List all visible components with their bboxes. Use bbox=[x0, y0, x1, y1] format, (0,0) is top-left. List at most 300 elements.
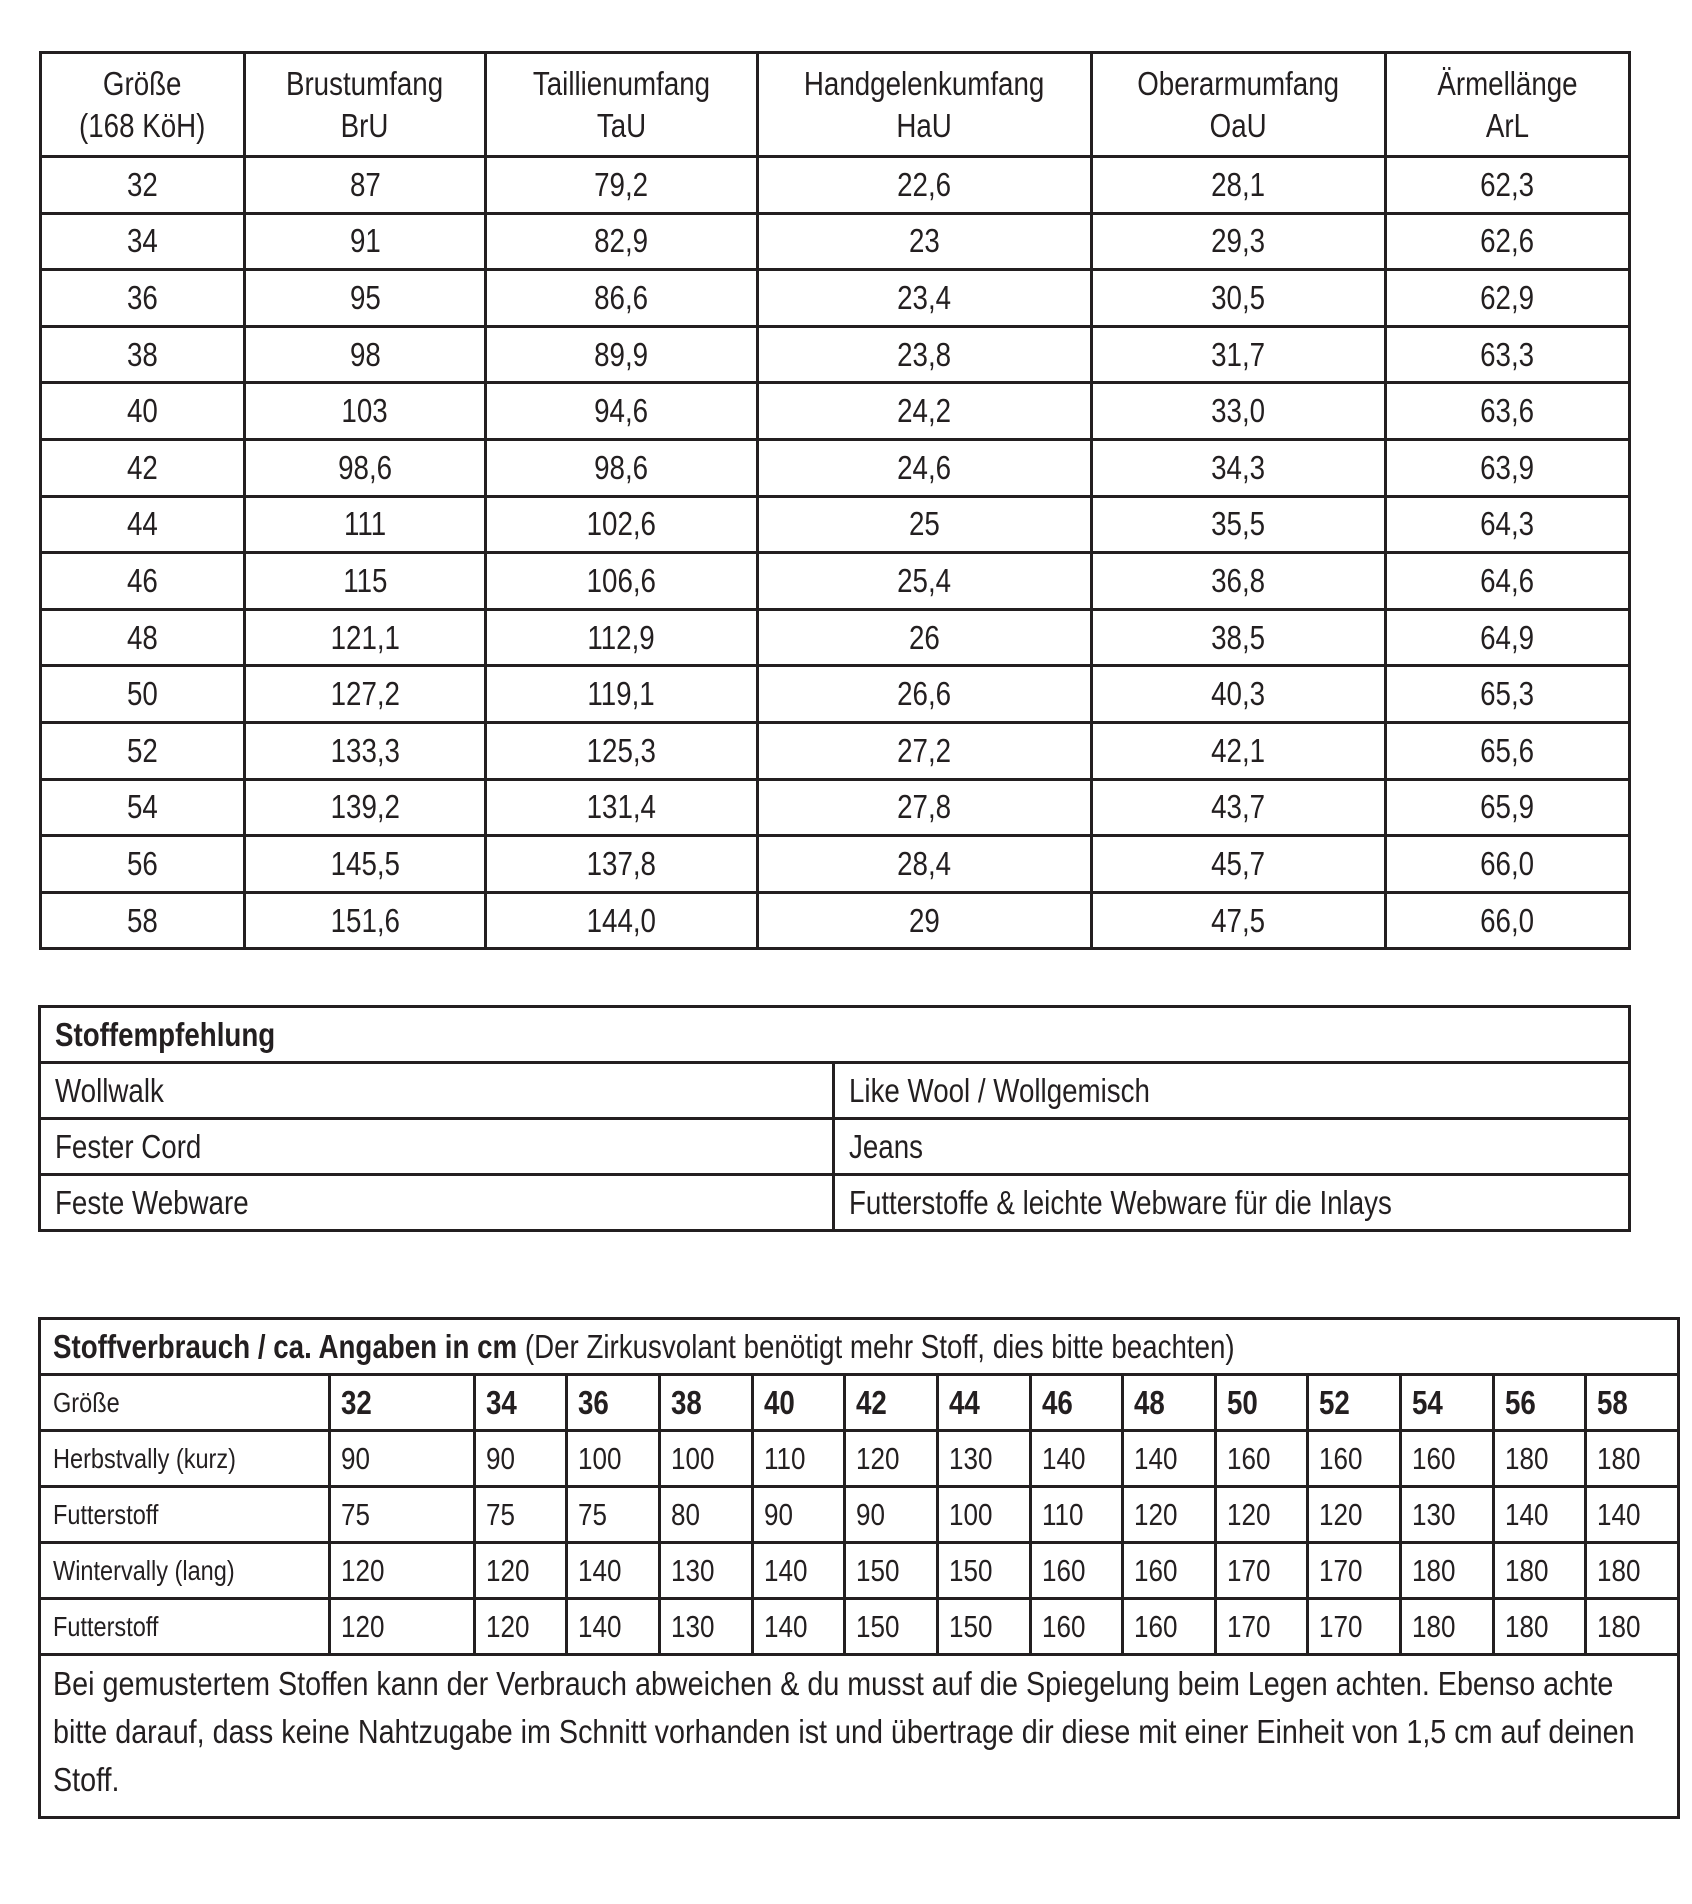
measurement-cell bbox=[245, 439, 486, 496]
size-header-cell bbox=[1494, 1375, 1586, 1431]
cell-text: 137,8 bbox=[586, 844, 657, 882]
fabric-usage-value-cell bbox=[1123, 1599, 1216, 1655]
cell-text: 160 bbox=[1042, 1552, 1086, 1588]
size-chart-header-cell bbox=[1386, 53, 1630, 157]
measurement-cell bbox=[245, 383, 486, 440]
cell-text: 140 bbox=[578, 1552, 622, 1588]
cell-text: 140 bbox=[1597, 1496, 1641, 1532]
cell-text: 63,9 bbox=[1480, 448, 1535, 486]
fabric-usage-value-cell bbox=[660, 1543, 753, 1599]
size-chart-header-row bbox=[41, 53, 1630, 157]
cell-text: 112,9 bbox=[587, 618, 656, 656]
measurement-cell bbox=[486, 779, 758, 836]
size-chart-row bbox=[41, 892, 1630, 949]
fabric-name-cell bbox=[834, 1063, 1630, 1119]
cell-text: 29,3 bbox=[1211, 222, 1266, 260]
cell-text: 100 bbox=[949, 1496, 993, 1532]
cell-text: Wollwalk bbox=[55, 1071, 164, 1109]
fabric-usage-value-cell bbox=[1401, 1487, 1494, 1543]
fabric-usage-value-cell bbox=[1216, 1599, 1308, 1655]
measurement-cell bbox=[245, 779, 486, 836]
cell-text: 100 bbox=[578, 1440, 622, 1476]
cell-text: 40 bbox=[764, 1383, 795, 1421]
cell-text: Futterstoffe & leichte Webware für die Inlays bbox=[849, 1183, 1392, 1221]
header-line1: Größe bbox=[103, 64, 182, 102]
cell-text: 180 bbox=[1505, 1608, 1549, 1644]
cell-text: 58 bbox=[127, 901, 158, 939]
cell-text bbox=[53, 1328, 1235, 1366]
cell-text: 140 bbox=[1042, 1440, 1086, 1476]
cell-text: 139,2 bbox=[330, 788, 400, 826]
cell-text: 40 bbox=[127, 392, 158, 430]
cell-text: 24,2 bbox=[897, 392, 952, 430]
measurement-cell bbox=[1092, 213, 1386, 270]
fabric-recommendation-title-row bbox=[40, 1007, 1630, 1063]
measurement-cell bbox=[1092, 157, 1386, 214]
fabric-usage-value-cell bbox=[660, 1487, 753, 1543]
fabric-name-cell bbox=[40, 1063, 834, 1119]
fabric-usage-value-cell bbox=[1123, 1431, 1216, 1487]
cell-text: 110 bbox=[1042, 1496, 1084, 1532]
size-chart-header-cell bbox=[1092, 53, 1386, 157]
cell-text: 180 bbox=[1505, 1552, 1549, 1588]
fabric-recommendation-row bbox=[40, 1175, 1630, 1231]
fabric-usage-value-cell bbox=[1031, 1431, 1123, 1487]
cell-text: 36,8 bbox=[1211, 561, 1266, 599]
measurement-cell bbox=[486, 326, 758, 383]
size-cell bbox=[41, 722, 245, 779]
cell-text: 140 bbox=[764, 1552, 808, 1588]
fabric-usage-row-label bbox=[40, 1543, 330, 1599]
fabric-recommendation-title-text: Stoffempfehlung bbox=[55, 1015, 276, 1053]
size-chart-row bbox=[41, 666, 1630, 723]
cell-text: 180 bbox=[1505, 1440, 1549, 1476]
measurement-cell bbox=[245, 836, 486, 893]
cell-text: 31,7 bbox=[1211, 335, 1266, 373]
cell-text: 106,6 bbox=[586, 561, 657, 599]
fabric-usage-value-cell bbox=[1401, 1599, 1494, 1655]
cell-text: Like Wool / Wollgemisch bbox=[849, 1071, 1150, 1109]
measurement-cell bbox=[486, 836, 758, 893]
measurement-cell bbox=[486, 439, 758, 496]
fabric-usage-value-cell bbox=[1494, 1431, 1586, 1487]
measurement-cell bbox=[486, 213, 758, 270]
size-cell bbox=[41, 157, 245, 214]
cell-text: 26,6 bbox=[897, 675, 952, 713]
cell-text: 48 bbox=[127, 618, 158, 656]
size-cell bbox=[41, 553, 245, 610]
cell-text: 40,3 bbox=[1211, 675, 1266, 713]
cell-text: 151,6 bbox=[330, 901, 400, 939]
cell-text: 150 bbox=[949, 1608, 993, 1644]
header-line1: Handgelenkumfang bbox=[804, 64, 1045, 102]
size-cell bbox=[41, 270, 245, 327]
size-chart-header-cell bbox=[758, 53, 1092, 157]
size-chart-row bbox=[41, 609, 1630, 666]
size-cell bbox=[41, 836, 245, 893]
cell-text: Wintervally (lang) bbox=[53, 1554, 235, 1586]
header-line2: OaU bbox=[1209, 106, 1267, 144]
fabric-usage-value-cell bbox=[1031, 1543, 1123, 1599]
cell-text: Jeans bbox=[849, 1127, 923, 1165]
cell-text: 140 bbox=[1505, 1496, 1549, 1532]
fabric-usage-value-cell bbox=[330, 1543, 475, 1599]
measurement-cell bbox=[1386, 270, 1630, 327]
cell-text: 66,0 bbox=[1480, 844, 1535, 882]
measurement-cell bbox=[245, 553, 486, 610]
fabric-usage-value-cell bbox=[938, 1431, 1031, 1487]
fabric-usage-note bbox=[40, 1655, 1679, 1818]
fabric-usage-value-cell bbox=[753, 1487, 845, 1543]
cell-text: 56 bbox=[1505, 1383, 1536, 1421]
cell-text: 28,4 bbox=[897, 844, 952, 882]
cell-text: 44 bbox=[127, 505, 158, 543]
cell-text: 27,8 bbox=[897, 788, 952, 826]
fabric-usage-value-cell bbox=[475, 1599, 567, 1655]
cell-text: 130 bbox=[949, 1440, 993, 1476]
size-chart-row bbox=[41, 270, 1630, 327]
fabric-usage-note-text: Bei gemustertem Stoffen kann der Verbrauch abweichen & du musst auf die Spiegelung beim Legen achten. Ebenso achte bitte darauf, dass keine Nahtzugabe im Schnitt vorhanden ist und übertrage dir diese mit einer Einheit von 1,5 cm auf deinen Stoff. bbox=[53, 1665, 1635, 1798]
measurement-cell bbox=[1092, 892, 1386, 949]
cell-text: 170 bbox=[1319, 1552, 1363, 1588]
measurement-cell bbox=[1386, 213, 1630, 270]
fabric-usage-value-cell bbox=[567, 1431, 660, 1487]
measurement-cell bbox=[758, 609, 1092, 666]
cell-text: 42 bbox=[127, 448, 158, 486]
fabric-usage-value-cell bbox=[1031, 1487, 1123, 1543]
fabric-usage-title bbox=[40, 1319, 1679, 1375]
fabric-usage-value-cell bbox=[475, 1543, 567, 1599]
measurement-cell bbox=[1092, 326, 1386, 383]
fabric-usage-title-row bbox=[40, 1319, 1679, 1375]
cell-text: 121,1 bbox=[330, 618, 400, 656]
cell-text: 25,4 bbox=[897, 561, 952, 599]
measurement-cell bbox=[758, 779, 1092, 836]
size-chart-row bbox=[41, 779, 1630, 836]
measurement-cell bbox=[758, 270, 1092, 327]
size-cell bbox=[41, 326, 245, 383]
cell-text: 33,0 bbox=[1211, 392, 1266, 430]
fabric-usage-value-cell bbox=[660, 1431, 753, 1487]
size-header-cell bbox=[1216, 1375, 1308, 1431]
measurement-cell bbox=[486, 383, 758, 440]
cell-text: 120 bbox=[1319, 1496, 1363, 1532]
cell-text: 170 bbox=[1319, 1608, 1363, 1644]
cell-text: 86,6 bbox=[594, 278, 649, 316]
measurement-cell bbox=[486, 157, 758, 214]
header-line1: Brustumfang bbox=[286, 64, 444, 102]
fabric-usage-value-cell bbox=[938, 1599, 1031, 1655]
cell-text bbox=[79, 63, 205, 147]
cell-text: 130 bbox=[1412, 1496, 1456, 1532]
cell-text: 65,3 bbox=[1480, 675, 1535, 713]
cell-text: 42 bbox=[856, 1383, 887, 1421]
size-cell bbox=[41, 213, 245, 270]
cell-text: 65,9 bbox=[1480, 788, 1535, 826]
cell-text: 91 bbox=[349, 222, 381, 260]
cell-text: 46 bbox=[127, 561, 158, 599]
fabric-usage-value-cell bbox=[1216, 1543, 1308, 1599]
measurement-cell bbox=[486, 722, 758, 779]
cell-text bbox=[1437, 63, 1577, 147]
measurement-cell bbox=[245, 326, 486, 383]
size-cell bbox=[41, 892, 245, 949]
fabric-usage-row bbox=[40, 1487, 1679, 1543]
fabric-usage-value-cell bbox=[1494, 1487, 1586, 1543]
measurement-cell bbox=[245, 213, 486, 270]
size-cell bbox=[41, 383, 245, 440]
cell-text: 160 bbox=[1042, 1608, 1086, 1644]
fabric-usage-value-cell bbox=[1494, 1543, 1586, 1599]
cell-text: 82,9 bbox=[594, 222, 649, 260]
size-header-cell bbox=[1123, 1375, 1216, 1431]
cell-text: 54 bbox=[1412, 1383, 1443, 1421]
measurement-cell bbox=[1386, 779, 1630, 836]
fabric-usage-value-cell bbox=[845, 1431, 938, 1487]
cell-text: 130 bbox=[671, 1608, 715, 1644]
cell-text: 102,6 bbox=[586, 505, 657, 543]
fabric-usage-value-cell bbox=[475, 1487, 567, 1543]
fabric-usage-value-cell bbox=[753, 1543, 845, 1599]
cell-text: 25 bbox=[909, 505, 940, 543]
cell-text: 95 bbox=[349, 278, 381, 316]
fabric-recommendation-title bbox=[40, 1007, 1630, 1063]
fabric-usage-value-cell bbox=[330, 1487, 475, 1543]
measurement-cell bbox=[1386, 383, 1630, 440]
fabric-usage-value-cell bbox=[567, 1543, 660, 1599]
cell-text: 58 bbox=[1597, 1383, 1628, 1421]
fabric-usage-value-cell bbox=[1401, 1431, 1494, 1487]
cell-text: 28,1 bbox=[1211, 165, 1266, 203]
fabric-usage-row bbox=[40, 1599, 1679, 1655]
measurement-cell bbox=[1092, 609, 1386, 666]
cell-text: 180 bbox=[1597, 1440, 1641, 1476]
measurement-cell bbox=[1092, 496, 1386, 553]
header-line2: ArL bbox=[1485, 106, 1530, 144]
cell-text: Futterstoff bbox=[53, 1498, 159, 1530]
cell-text: 180 bbox=[1412, 1552, 1456, 1588]
cell-text: 43,7 bbox=[1211, 788, 1266, 826]
cell-text: 125,3 bbox=[586, 731, 657, 769]
cell-text: 90 bbox=[764, 1496, 793, 1532]
cell-text: 30,5 bbox=[1211, 278, 1266, 316]
size-chart-row bbox=[41, 383, 1630, 440]
cell-text: 24,6 bbox=[897, 448, 952, 486]
size-chart-row bbox=[41, 496, 1630, 553]
cell-text: 120 bbox=[341, 1608, 385, 1644]
measurement-cell bbox=[1092, 270, 1386, 327]
fabric-recommendation-row bbox=[40, 1063, 1630, 1119]
cell-text: 62,9 bbox=[1480, 278, 1535, 316]
cell-text: 120 bbox=[1134, 1496, 1178, 1532]
measurement-cell bbox=[245, 270, 486, 327]
header-line1: Ärmellänge bbox=[1437, 64, 1578, 102]
cell-text: Herbstvally (kurz) bbox=[53, 1442, 236, 1474]
fabric-usage-value-cell bbox=[1308, 1487, 1401, 1543]
cell-text: 45,7 bbox=[1211, 844, 1266, 882]
fabric-usage-title-bold: Stoffverbrauch / ca. Angaben in cm bbox=[53, 1327, 518, 1365]
size-header-cell bbox=[330, 1375, 475, 1431]
measurement-cell bbox=[245, 609, 486, 666]
cell-text: 22,6 bbox=[897, 165, 952, 203]
measurement-cell bbox=[758, 666, 1092, 723]
cell-text: 160 bbox=[1134, 1552, 1178, 1588]
cell-text: 23,8 bbox=[897, 335, 952, 373]
cell-text: 50 bbox=[1227, 1383, 1258, 1421]
measurement-cell bbox=[486, 270, 758, 327]
cell-text: 87 bbox=[349, 165, 381, 203]
cell-text: 131,4 bbox=[586, 788, 657, 826]
size-cell bbox=[41, 779, 245, 836]
cell-text: 64,3 bbox=[1480, 505, 1535, 543]
fabric-name-cell bbox=[834, 1119, 1630, 1175]
measurement-cell bbox=[1092, 722, 1386, 779]
cell-text: 62,3 bbox=[1480, 165, 1535, 203]
cell-text: Futterstoff bbox=[53, 1610, 159, 1642]
cell-text: 120 bbox=[856, 1440, 900, 1476]
cell-text: 23 bbox=[909, 222, 940, 260]
cell-text: 120 bbox=[1227, 1496, 1271, 1532]
measurement-cell bbox=[1386, 157, 1630, 214]
cell-text: 36 bbox=[578, 1383, 609, 1421]
measurement-cell bbox=[758, 836, 1092, 893]
size-cell bbox=[41, 439, 245, 496]
cell-text bbox=[533, 63, 710, 147]
cell-text: 140 bbox=[578, 1608, 622, 1644]
cell-text: 90 bbox=[486, 1440, 515, 1476]
fabric-usage-value-cell bbox=[1308, 1543, 1401, 1599]
cell-text: 34 bbox=[127, 222, 158, 260]
measurement-cell bbox=[245, 157, 486, 214]
cell-text: 27,2 bbox=[897, 731, 952, 769]
cell-text: 56 bbox=[127, 844, 158, 882]
measurement-cell bbox=[758, 157, 1092, 214]
cell-text: 160 bbox=[1227, 1440, 1271, 1476]
measurement-cell bbox=[758, 722, 1092, 779]
cell-text: 170 bbox=[1227, 1608, 1271, 1644]
measurement-cell bbox=[1386, 892, 1630, 949]
size-label-cell bbox=[40, 1375, 330, 1431]
cell-text: 34 bbox=[486, 1383, 517, 1421]
header-line2: (168 KöH) bbox=[79, 106, 206, 144]
cell-text: 79,2 bbox=[594, 165, 649, 203]
cell-text: 46 bbox=[1042, 1383, 1073, 1421]
cell-text: 180 bbox=[1597, 1608, 1641, 1644]
cell-text: 103 bbox=[341, 392, 389, 430]
fabric-usage-value-cell bbox=[1586, 1431, 1679, 1487]
cell-text: 64,9 bbox=[1480, 618, 1535, 656]
cell-text: 150 bbox=[949, 1552, 993, 1588]
cell-text: 62,6 bbox=[1480, 222, 1535, 260]
cell-text: 42,1 bbox=[1211, 731, 1266, 769]
fabric-usage-value-cell bbox=[1123, 1487, 1216, 1543]
cell-text: 130 bbox=[671, 1552, 715, 1588]
cell-text: 23,4 bbox=[897, 278, 952, 316]
measurement-cell bbox=[1386, 326, 1630, 383]
measurement-cell bbox=[758, 383, 1092, 440]
size-chart-header-cell bbox=[486, 53, 758, 157]
measurement-cell bbox=[758, 496, 1092, 553]
measurement-cell bbox=[486, 666, 758, 723]
measurement-cell bbox=[1092, 439, 1386, 496]
size-chart-header-cell bbox=[41, 53, 245, 157]
cell-text: 120 bbox=[486, 1608, 530, 1644]
cell-text: 145,5 bbox=[330, 844, 400, 882]
size-header-cell bbox=[1586, 1375, 1679, 1431]
cell-text: 100 bbox=[671, 1440, 715, 1476]
measurement-cell bbox=[245, 722, 486, 779]
fabric-usage-value-cell bbox=[1308, 1431, 1401, 1487]
fabric-usage-table bbox=[38, 1317, 1680, 1819]
cell-text bbox=[804, 63, 1044, 147]
fabric-recommendation-row bbox=[40, 1119, 1630, 1175]
measurement-cell bbox=[758, 553, 1092, 610]
fabric-usage-value-cell bbox=[330, 1431, 475, 1487]
fabric-usage-value-cell bbox=[753, 1431, 845, 1487]
size-chart-row bbox=[41, 836, 1630, 893]
cell-text: 160 bbox=[1319, 1440, 1363, 1476]
fabric-usage-row-label bbox=[40, 1431, 330, 1487]
cell-text: 26 bbox=[909, 618, 940, 656]
cell-text: 180 bbox=[1597, 1552, 1641, 1588]
size-chart-table bbox=[39, 51, 1631, 950]
fabric-usage-value-cell bbox=[845, 1487, 938, 1543]
cell-text: 120 bbox=[341, 1552, 385, 1588]
fabric-usage-value-cell bbox=[1586, 1599, 1679, 1655]
measurement-cell bbox=[1386, 722, 1630, 779]
fabric-usage-size-row bbox=[40, 1375, 1679, 1431]
cell-text: 160 bbox=[1412, 1440, 1456, 1476]
cell-text: 120 bbox=[486, 1552, 530, 1588]
fabric-usage-value-cell bbox=[1586, 1487, 1679, 1543]
fabric-usage-value-cell bbox=[660, 1599, 753, 1655]
fabric-usage-value-cell bbox=[1123, 1543, 1216, 1599]
cell-text: 111 bbox=[343, 505, 387, 543]
size-chart-row bbox=[41, 722, 1630, 779]
size-header-cell bbox=[1401, 1375, 1494, 1431]
header-line1: Oberarmumfang bbox=[1137, 64, 1340, 102]
fabric-usage-title-note: (Der Zirkusvolant benötigt mehr Stoff, dies bitte beachten) bbox=[517, 1327, 1235, 1365]
measurement-cell bbox=[486, 553, 758, 610]
measurement-cell bbox=[245, 892, 486, 949]
cell-text: 75 bbox=[341, 1496, 370, 1532]
cell-text: 38 bbox=[127, 335, 158, 373]
cell-text: 98,6 bbox=[338, 448, 392, 486]
fabric-usage-value-cell bbox=[1494, 1599, 1586, 1655]
measurement-cell bbox=[245, 666, 486, 723]
cell-text: 90 bbox=[856, 1496, 885, 1532]
size-cell bbox=[41, 496, 245, 553]
cell-text bbox=[286, 63, 443, 147]
fabric-usage-value-cell bbox=[1586, 1543, 1679, 1599]
size-chart-header-cell bbox=[245, 53, 486, 157]
size-header-cell bbox=[753, 1375, 845, 1431]
fabric-usage-row bbox=[40, 1543, 1679, 1599]
size-header-cell bbox=[938, 1375, 1031, 1431]
fabric-usage-value-cell bbox=[1216, 1431, 1308, 1487]
cell-text: 150 bbox=[856, 1552, 900, 1588]
cell-text: 110 bbox=[764, 1440, 806, 1476]
measurement-cell bbox=[1092, 666, 1386, 723]
size-header-cell bbox=[1031, 1375, 1123, 1431]
size-cell bbox=[41, 609, 245, 666]
cell-text: 52 bbox=[1319, 1383, 1350, 1421]
cell-text: 32 bbox=[341, 1383, 372, 1421]
cell-text: 32 bbox=[127, 165, 158, 203]
cell-text: 75 bbox=[486, 1496, 515, 1532]
cell-text: 80 bbox=[671, 1496, 700, 1532]
cell-text: 63,6 bbox=[1480, 392, 1535, 430]
